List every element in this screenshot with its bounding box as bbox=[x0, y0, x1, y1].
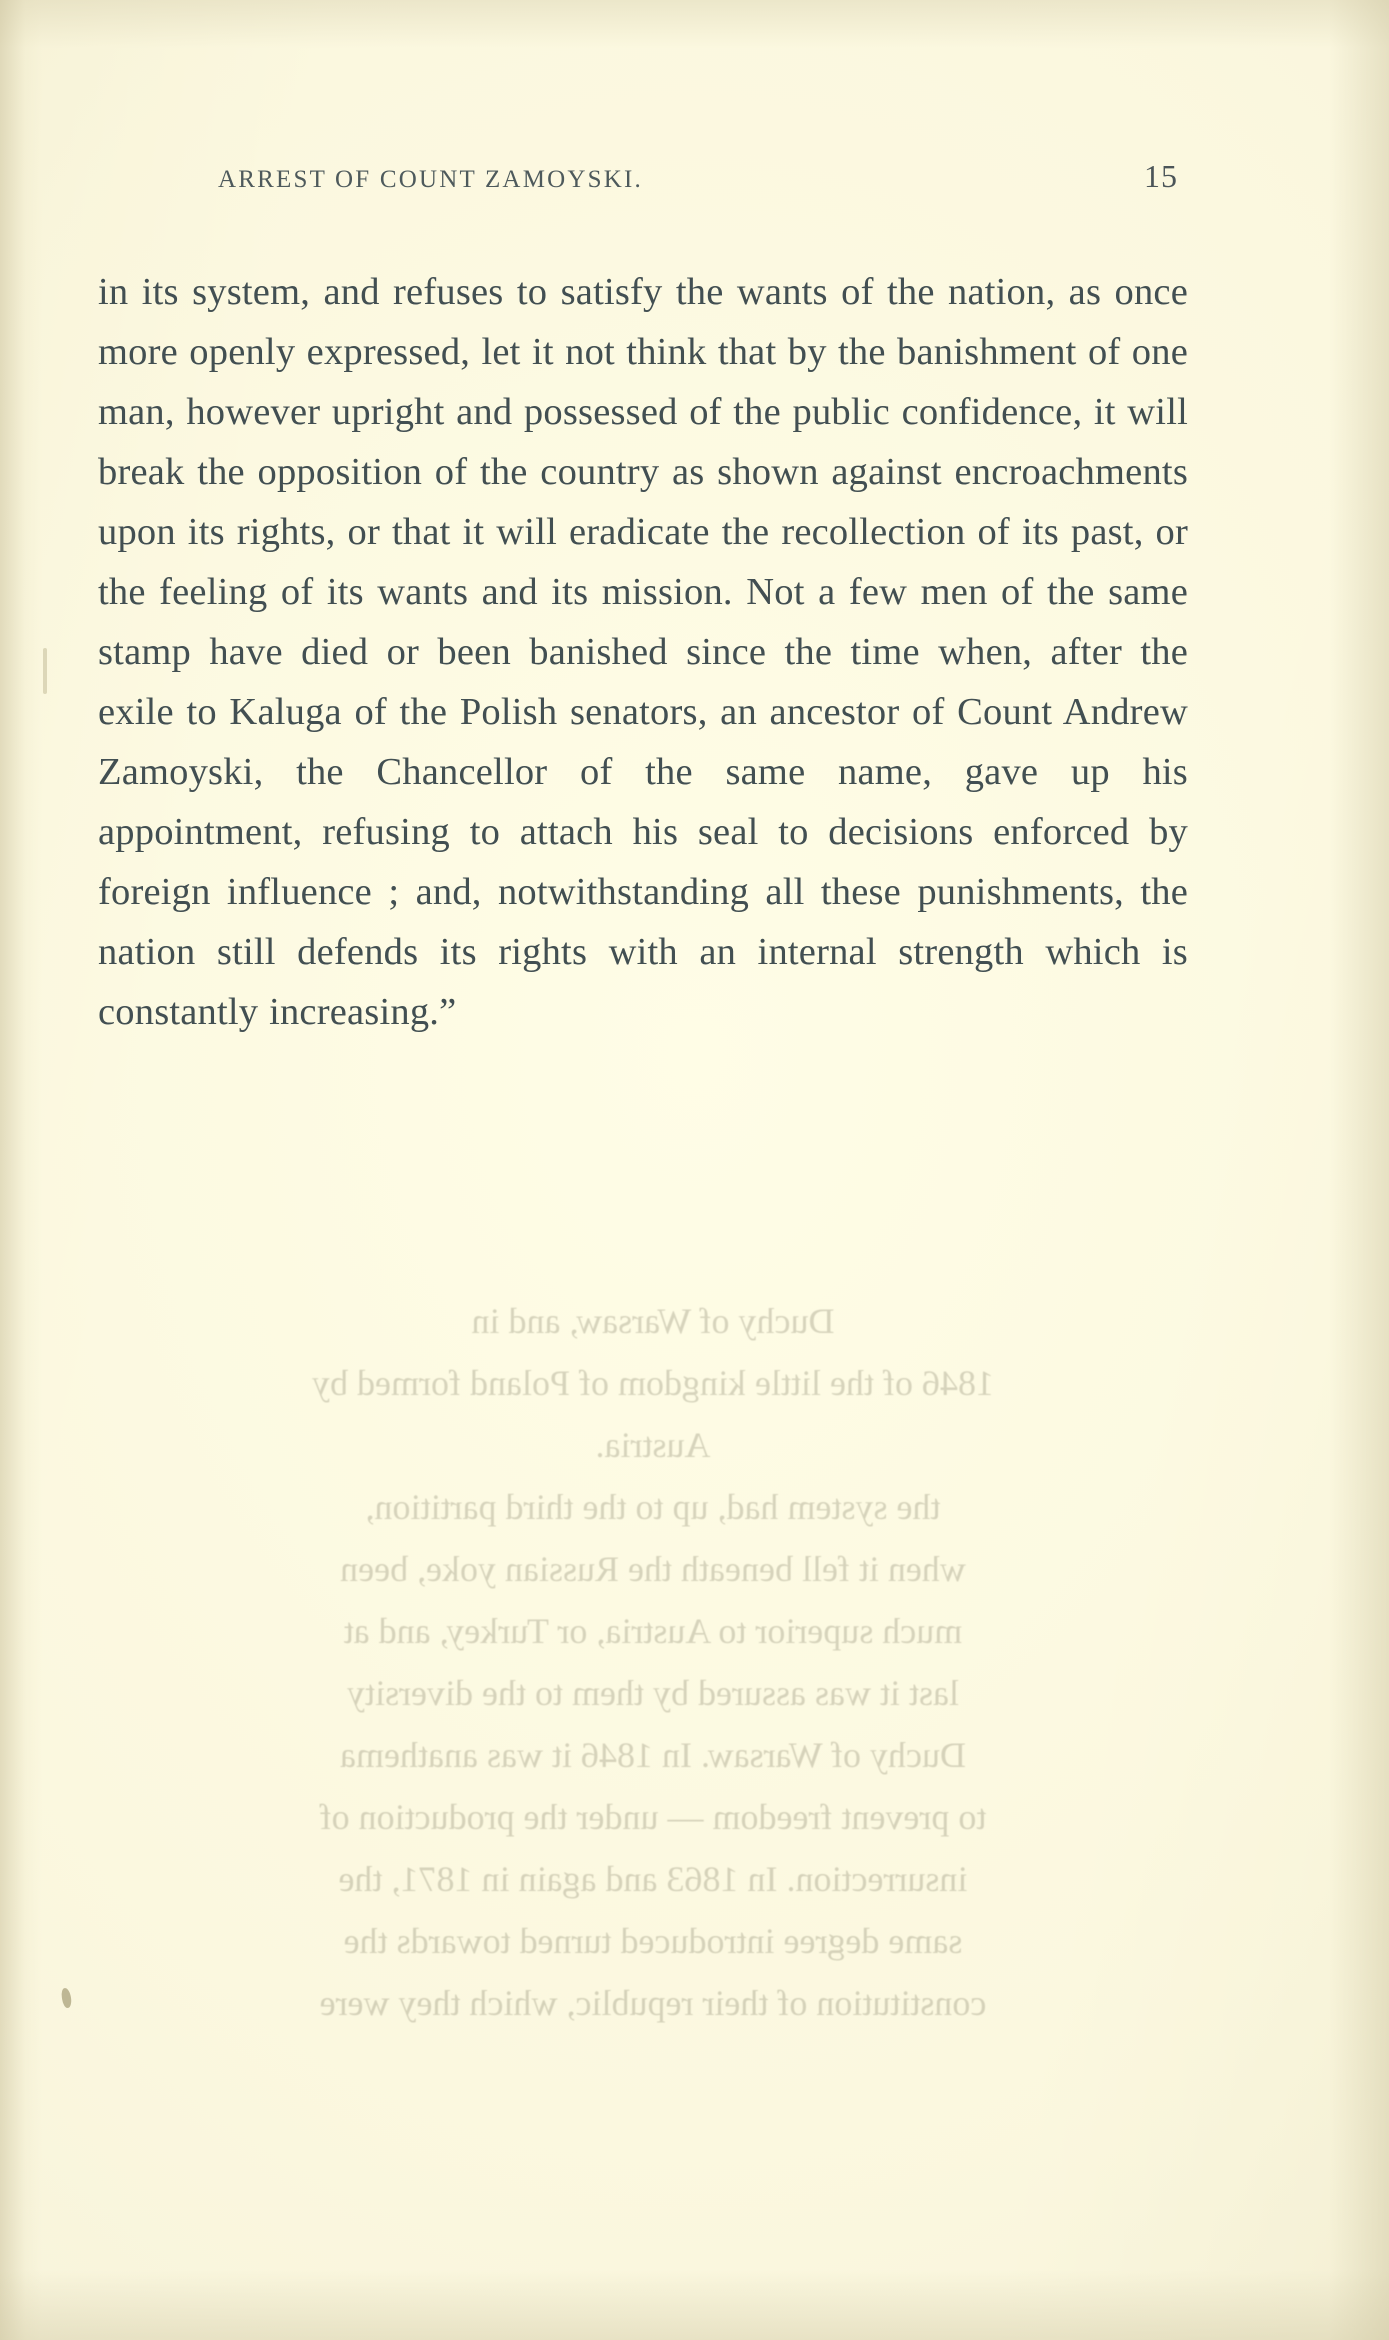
show-through-line: Duchy of Warsaw. In 1846 it was anathema bbox=[340, 1735, 966, 1775]
show-through-line: same degree introduced turned towards the bbox=[343, 1921, 963, 1961]
show-through-line: Austria. bbox=[595, 1425, 711, 1465]
paper-crease-mark bbox=[43, 648, 47, 694]
page-edge-shadow-top bbox=[0, 0, 1389, 48]
running-head: ARREST OF COUNT ZAMOYSKI. bbox=[218, 166, 643, 193]
show-through-line: insurrection. In 1863 and again in 1871, the bbox=[338, 1859, 968, 1899]
body-paragraph: in its system, and refuses to satisfy the wants of the nation, as once more openly expressed, let it not think that by the banishment of one man, however upright and possessed of the public confidence, it will break the opposition of the country as shown against encroachments upon its rights, or that it will eradicate the recollection of its past, or the feeling of its wants and its mission. Not a few men of the same stamp have died or been banished since the time when, after the exile to Kaluga of the Polish senators, an ancestor of Count Andrew Zamoyski, the Chancellor of the same name, gave up his appointment, refusing to attach his seal to decisions enforced by foreign influence ; and, notwithstanding all these punishments, the nation still defends its rights with an internal strength which is constantly increasing.” bbox=[98, 271, 1188, 1033]
show-through-line: last it was assured by them to the diversity bbox=[347, 1673, 959, 1713]
show-through-line: much superior to Austria, or Turkey, and at bbox=[343, 1611, 963, 1651]
page-edge-shadow-left bbox=[0, 0, 42, 2340]
page-number: 15 bbox=[1144, 158, 1178, 194]
show-through-line: Duchy of Warsaw, and in bbox=[471, 1301, 835, 1341]
paper-blemish-mark bbox=[61, 1987, 73, 2008]
page-edge-shadow-right bbox=[1329, 0, 1389, 2340]
show-through-text bbox=[98, 1290, 1208, 2034]
show-through-line: to prevent freedom — under the production of bbox=[319, 1797, 987, 1837]
page-header bbox=[218, 158, 1178, 195]
page-edge-shadow-bottom bbox=[0, 2270, 1389, 2340]
show-through-line: constitution of their republic, which they were bbox=[319, 1983, 987, 2023]
show-through-line: 1846 of the little kingdom of Poland formed by bbox=[312, 1363, 994, 1403]
show-through-line: the system had, up to the third partition, bbox=[365, 1487, 941, 1527]
body-text bbox=[98, 262, 1188, 1042]
show-through-line: when it fell beneath the Russian yoke, been bbox=[340, 1549, 966, 1589]
